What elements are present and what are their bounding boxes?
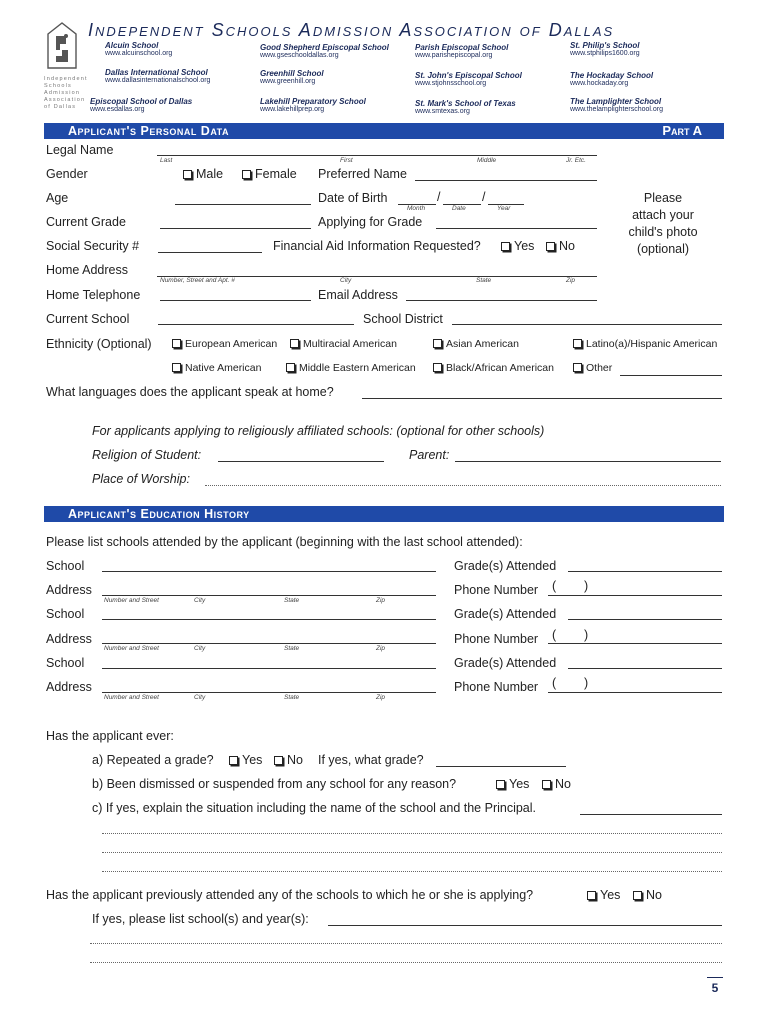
gender-label: Gender (46, 167, 88, 181)
checkbox-icon (496, 780, 505, 789)
page-title: Independent Schools Admission Association of Dallas (88, 20, 615, 40)
checkbox-icon (501, 242, 510, 251)
personal-data-band (44, 123, 724, 139)
email-label: Email Address (318, 288, 398, 302)
education-intro: Please list schools attended by the applicant (beginning with the last school attended): (46, 535, 523, 549)
q-a-no[interactable]: No (274, 753, 303, 767)
edu-address-label-2: Address (46, 632, 92, 646)
school-9: Lakehill Preparatory School www.lakehillprep.org (260, 97, 366, 113)
name-last-hint: Last (160, 157, 173, 164)
name-jr-hint: Jr. Etc. (566, 157, 586, 164)
checkbox-icon (172, 363, 181, 372)
school-0: Alcuin School www.alcuinschool.org (105, 41, 173, 57)
edu-phone-parens-3: ( ) (552, 676, 589, 690)
q-a-followup-label: If yes, what grade? (318, 753, 424, 767)
parent-religion-field[interactable] (455, 461, 721, 462)
q-b-no[interactable]: No (542, 777, 571, 791)
q-b-yes[interactable]: Yes (496, 777, 529, 791)
ssn-field[interactable] (158, 252, 262, 253)
preferred-name-label: Preferred Name (318, 167, 407, 181)
logo-text: Independent Schools Admission Association of Dallas (44, 76, 88, 110)
edu-school-field-3[interactable] (102, 668, 436, 669)
ethnicity-european[interactable]: European American (172, 338, 277, 350)
email-field[interactable] (406, 300, 597, 301)
applying-grade-label: Applying for Grade (318, 215, 423, 229)
list-schools-label: If yes, please list school(s) and year(s): (92, 912, 309, 926)
personal-data-title: Applicant's Personal Data (68, 124, 229, 138)
edu-phone-field-2[interactable] (548, 643, 722, 644)
edu-city-hint: City (194, 597, 206, 604)
logo-mark (44, 20, 80, 70)
edu-zip-hint: Zip (376, 694, 386, 701)
edu-city-hint: City (194, 645, 206, 652)
addr-state-hint: State (476, 277, 492, 284)
q-c-field-4[interactable] (102, 871, 722, 872)
religion-field[interactable] (218, 461, 384, 462)
preferred-name-field[interactable] (415, 180, 597, 181)
edu-phone-label-3: Phone Number (454, 680, 539, 694)
current-grade-label: Current Grade (46, 215, 126, 229)
legal-name-label: Legal Name (46, 143, 114, 157)
checkbox-icon (286, 363, 295, 372)
education-title: Applicant's Education History (68, 507, 250, 521)
school-11: The Lamplighter School www.thelamplighterschool.org (570, 97, 663, 113)
has-ever-label: Has the applicant ever: (46, 729, 174, 743)
home-phone-field[interactable] (160, 300, 311, 301)
current-school-label: Current School (46, 312, 130, 326)
school-4: Dallas International School www.dallasinternationalschool.org (105, 68, 211, 84)
list-schools-field-2[interactable] (90, 943, 722, 944)
part-label: Part A (662, 123, 702, 138)
worship-field[interactable] (205, 485, 721, 486)
photo-text-line: (optional) (636, 242, 690, 256)
applying-grade-field[interactable] (436, 228, 597, 229)
q-c-field-3[interactable] (102, 852, 722, 853)
prev-attended-yes[interactable]: Yes (587, 888, 620, 902)
page-number-rule (707, 977, 723, 978)
ethnicity-label: Ethnicity (Optional) (46, 337, 152, 351)
school-7: The Hockaday School www.hockaday.org (570, 71, 654, 87)
religion-label: Religion of Student: (92, 448, 202, 462)
checkbox-icon (433, 363, 442, 372)
edu-phone-label-1: Phone Number (454, 583, 539, 597)
q-a-yes[interactable]: Yes (229, 753, 262, 767)
checkbox-icon (433, 339, 442, 348)
edu-grades-field-1[interactable] (568, 571, 722, 572)
edu-grades-label-1: Grade(s) Attended (454, 559, 557, 573)
checkbox-icon (633, 891, 642, 900)
edu-school-label-1: School (46, 559, 85, 573)
languages-field[interactable] (362, 398, 722, 399)
ssn-label: Social Security # (46, 239, 140, 253)
edu-grades-label-3: Grade(s) Attended (454, 656, 557, 670)
age-label: Age (46, 191, 69, 205)
edu-zip-hint: Zip (376, 597, 386, 604)
edu-phone-label-2: Phone Number (454, 632, 539, 646)
page-number: 5 (711, 981, 719, 995)
checkbox-icon (274, 756, 283, 765)
edu-street-hint: Number and Street (104, 694, 159, 701)
edu-address-field-2[interactable] (102, 643, 436, 644)
education-band (44, 506, 724, 522)
prev-attended-label: Has the applicant previously attended any of the schools to which he or she is applying? (46, 888, 534, 902)
ethnicity-asian[interactable]: Asian American (433, 338, 519, 350)
q-c-field-2[interactable] (102, 833, 722, 834)
q-b-label: b) Been dismissed or suspended from any school for any reason? (92, 777, 457, 791)
age-field[interactable] (175, 204, 311, 205)
current-school-field[interactable] (158, 324, 354, 325)
edu-grades-field-2[interactable] (568, 619, 722, 620)
edu-grades-label-2: Grade(s) Attended (454, 607, 557, 621)
female-checkbox[interactable]: Female (242, 167, 297, 181)
current-grade-field[interactable] (160, 228, 311, 229)
school-8: Episcopal School of Dallas www.esdallas.org (90, 97, 193, 113)
q-a-label: a) Repeated a grade? (92, 753, 214, 767)
financial-aid-no[interactable]: No (546, 239, 575, 253)
checkbox-icon (290, 339, 299, 348)
edu-address-field-1[interactable] (102, 595, 436, 596)
edu-city-hint: City (194, 694, 206, 701)
edu-address-label-1: Address (46, 583, 92, 597)
addr-zip-hint: Zip (566, 277, 576, 284)
edu-street-hint: Number and Street (104, 645, 159, 652)
school-district-field[interactable] (452, 324, 722, 325)
edu-state-hint: State (284, 597, 300, 604)
edu-street-hint: Number and Street (104, 597, 159, 604)
parent-label: Parent: (409, 448, 450, 462)
edu-phone-field-1[interactable] (548, 595, 722, 596)
edu-address-field-3[interactable] (102, 692, 436, 693)
name-first-hint: First (340, 157, 353, 164)
dob-slash-1: / (437, 190, 441, 204)
checkbox-icon (573, 339, 582, 348)
edu-phone-parens-1: ( ) (552, 579, 589, 593)
school-10: St. Mark's School of Texas www.smtexas.org (415, 99, 516, 115)
checkbox-icon (229, 756, 238, 765)
checkbox-icon (172, 339, 181, 348)
photo-text-line: Please (643, 191, 683, 205)
prev-attended-no[interactable]: No (633, 888, 662, 902)
ethnicity-other-field[interactable] (620, 375, 722, 376)
dob-slash-2: / (482, 190, 486, 204)
school-5: Greenhill School www.greenhill.org (260, 69, 324, 85)
dob-date-hint: Date (452, 205, 466, 212)
edu-state-hint: State (284, 694, 300, 701)
home-phone-label: Home Telephone (46, 288, 141, 302)
edu-school-field-2[interactable] (102, 619, 436, 620)
logo (44, 20, 88, 120)
checkbox-icon (242, 170, 251, 179)
languages-label: What languages does the applicant speak at home? (46, 385, 334, 399)
school-2: Parish Episcopal School www.parishepiscopal.org (415, 43, 509, 59)
school-6: St. John's Episcopal School www.stjohnsschool.org (415, 71, 522, 87)
checkbox-icon (587, 891, 596, 900)
list-schools-field-1[interactable] (328, 925, 722, 926)
edu-school-field-1[interactable] (102, 571, 436, 572)
edu-phone-field-3[interactable] (548, 692, 722, 693)
checkbox-icon (546, 242, 555, 251)
school-district-label: School District (363, 312, 443, 326)
photo-area[interactable] (605, 190, 721, 258)
dob-year-hint: Year (497, 205, 511, 212)
school-3: St. Philip's School www.stphilips1600.org (570, 41, 640, 57)
ethnicity-latino[interactable]: Latino(a)/Hispanic American (573, 338, 717, 350)
male-checkbox[interactable]: Male (183, 167, 223, 181)
legal-name-field[interactable] (157, 155, 597, 156)
checkbox-icon (573, 363, 582, 372)
religious-note: For applicants applying to religiously affiliated schools: (optional for other schools) (92, 424, 545, 438)
addr-city-hint: City (340, 277, 352, 284)
home-address-label: Home Address (46, 263, 128, 277)
ethnicity-multiracial[interactable]: Multiracial American (290, 338, 397, 350)
list-schools-field-3[interactable] (90, 962, 722, 963)
ethnicity-black[interactable]: Black/African American (433, 362, 554, 374)
edu-state-hint: State (284, 645, 300, 652)
ethnicity-other[interactable]: Other (573, 362, 612, 374)
ethnicity-native[interactable]: Native American (172, 362, 261, 374)
edu-zip-hint: Zip (376, 645, 386, 652)
q-c-field-1[interactable] (580, 814, 722, 815)
name-middle-hint: Middle (477, 157, 497, 164)
checkbox-icon (542, 780, 551, 789)
edu-phone-parens-2: ( ) (552, 628, 589, 642)
ethnicity-middle-eastern[interactable]: Middle Eastern American (286, 362, 416, 374)
financial-aid-yes[interactable]: Yes (501, 239, 534, 253)
photo-text-line: child's photo (628, 225, 698, 239)
dob-month-hint: Month (407, 205, 426, 212)
worship-label: Place of Worship: (92, 472, 190, 486)
q-a-grade-field[interactable] (436, 766, 566, 767)
edu-address-label-3: Address (46, 680, 92, 694)
edu-grades-field-3[interactable] (568, 668, 722, 669)
edu-school-label-3: School (46, 656, 85, 670)
checkbox-icon (183, 170, 192, 179)
school-1: Good Shepherd Episcopal School www.gseschooldallas.org (260, 43, 389, 59)
q-c-label: c) If yes, explain the situation including the name of the school and the Principal. (92, 801, 537, 815)
dob-label: Date of Birth (318, 191, 388, 205)
addr-street-hint: Number, Street and Apt. # (160, 277, 235, 284)
edu-school-label-2: School (46, 607, 85, 621)
photo-text-line: attach your (632, 208, 694, 222)
financial-aid-label: Financial Aid Information Requested? (273, 239, 481, 253)
